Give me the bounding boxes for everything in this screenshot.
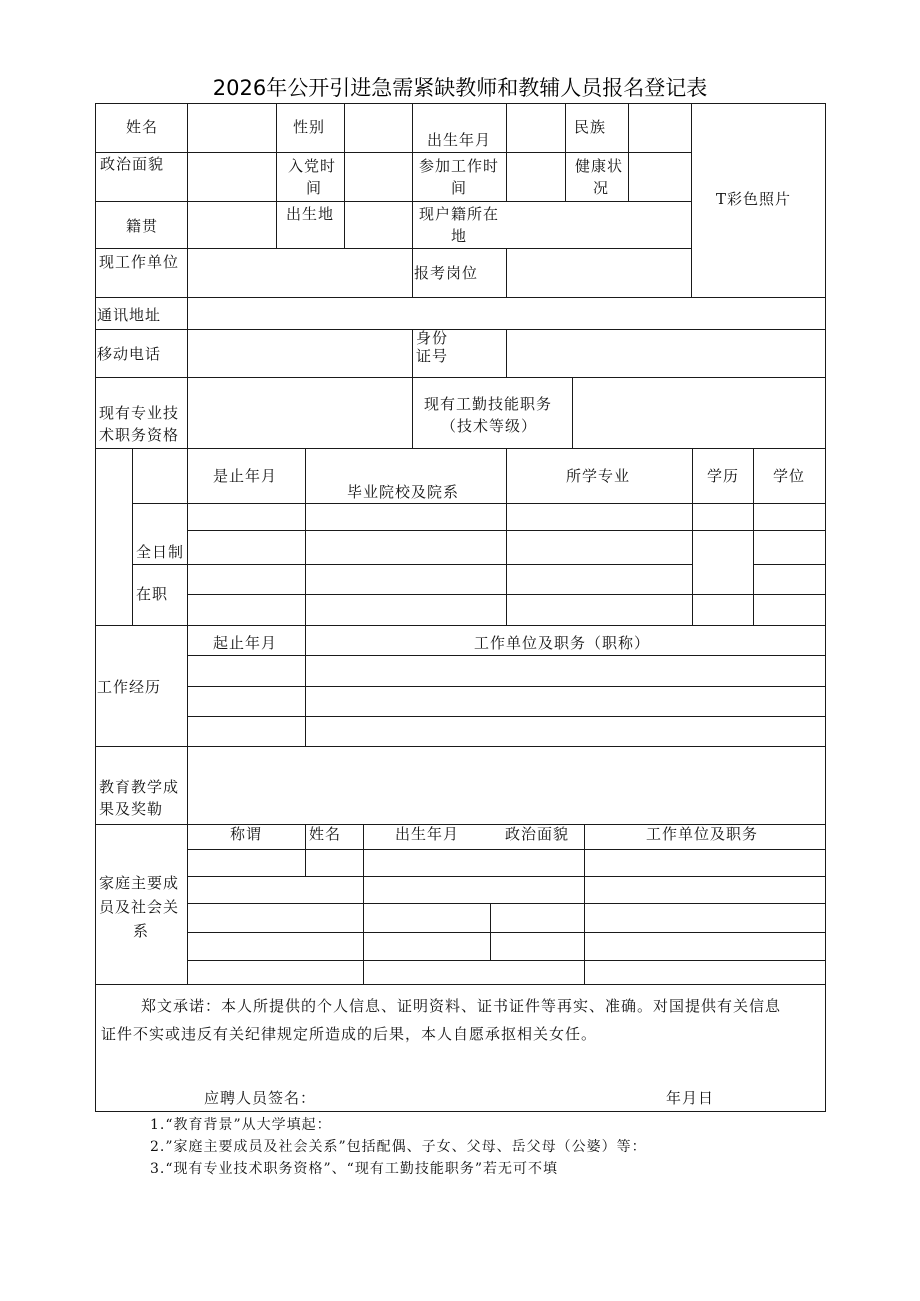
party-join-label: 入党时 间	[288, 157, 337, 197]
table-row[interactable]	[188, 531, 305, 564]
address-field[interactable]	[188, 298, 825, 329]
birth-date-label: 出生年月	[427, 131, 492, 149]
address-label: 通讯地址	[97, 306, 162, 324]
skill-title-label: 现有工勤技能职务 （技术等级）	[424, 395, 553, 435]
political-status-field[interactable]	[188, 153, 276, 201]
family-col-birth: 出生年月	[395, 825, 460, 843]
family-col-unit: 工作单位及职务	[646, 825, 759, 843]
health-label: 健康状 况	[575, 157, 624, 197]
signature-field[interactable]	[320, 1084, 620, 1108]
edu-col-degree-level: 学历	[707, 467, 740, 485]
gender-label: 性别	[293, 118, 326, 136]
tech-title-field[interactable]	[188, 378, 412, 448]
ethnicity-label: 民族	[574, 118, 607, 136]
id-number-label: 身份 证号	[416, 329, 449, 365]
work-history-label: 工作经历	[97, 678, 162, 696]
current-employer-label: 现工作单位	[99, 253, 180, 271]
family-col-relation: 称谓	[230, 825, 263, 843]
ethnicity-field[interactable]	[629, 104, 691, 152]
work-start-label: 参加工作时 间	[419, 157, 500, 197]
note-line-2: 2.”家庭主要成员及社会关系”包括配偶、子女、父母、岳父母（公婆）等：	[150, 1139, 647, 1155]
achievements-field[interactable]	[188, 747, 825, 824]
birthplace-label: 出生地	[286, 205, 335, 223]
applied-position-field[interactable]	[507, 249, 691, 297]
name-field[interactable]	[188, 104, 276, 152]
table-row[interactable]	[188, 933, 825, 960]
gender-field[interactable]	[345, 104, 412, 152]
work-col-unit: 工作单位及职务（职称）	[474, 634, 651, 652]
table-row[interactable]	[306, 687, 825, 716]
edu-col-school: 毕业院校及院系	[347, 483, 460, 501]
table-row[interactable]	[306, 656, 825, 686]
party-join-field[interactable]	[345, 153, 412, 201]
date-label: 年月日	[666, 1089, 715, 1107]
edu-col-major: 所学专业	[566, 467, 631, 485]
achievements-label: 教育教学成 果及奖勒	[99, 778, 180, 818]
table-row[interactable]	[306, 717, 825, 746]
table-row[interactable]	[188, 565, 305, 594]
mobile-field[interactable]	[188, 330, 412, 377]
birth-date-field[interactable]	[507, 104, 565, 152]
household-field[interactable]	[507, 202, 691, 248]
note-line-3: 3.“现有专业技术职务资格”、“现有工勤技能职务”若无可不填	[150, 1161, 558, 1177]
photo-placeholder[interactable]: T彩色照片	[716, 190, 792, 208]
applied-position-label: 报考岗位	[414, 264, 479, 282]
table-row[interactable]	[188, 595, 305, 625]
work-start-field[interactable]	[507, 153, 565, 201]
birthplace-field[interactable]	[345, 202, 412, 248]
pledge-text: 郑文承诺：本人所提供的个人信息、证明资料、证书证件等再实、准确。对国提供有关信息 证件不实或违反有关纪律规定所造成的后果，本人自愿承抠相关女任。	[101, 997, 782, 1043]
mobile-label: 移动电话	[97, 345, 162, 363]
edu-col-period: 是止年月	[213, 467, 278, 485]
native-place-label: 籍贯	[126, 217, 159, 235]
inservice-label: 在职	[136, 585, 169, 603]
family-label: 家庭主要成 员及社会关 系	[99, 874, 180, 940]
edu-col-degree: 学位	[773, 467, 806, 485]
form-title: 2026年公开引进急需紧缺教师和教辅人员报名登记表	[212, 76, 708, 100]
household-label: 现户籍所在 地	[419, 205, 500, 245]
native-place-field[interactable]	[188, 202, 276, 248]
table-row[interactable]	[188, 961, 825, 984]
signature-label: 应聘人员签名：	[204, 1089, 317, 1107]
work-col-period: 起止年月	[213, 634, 278, 652]
family-col-name: 姓名	[309, 825, 342, 843]
name-label: 姓名	[126, 118, 159, 136]
table-row[interactable]	[188, 904, 825, 932]
health-field[interactable]	[629, 153, 691, 201]
table-row[interactable]	[188, 877, 825, 903]
id-number-field[interactable]	[507, 330, 825, 377]
note-line-1: 1.“教育背景”从大学填起：	[150, 1117, 332, 1133]
table-row[interactable]	[188, 850, 825, 876]
tech-title-label: 现有专业技 术职务资格	[99, 404, 180, 444]
table-row[interactable]	[188, 504, 305, 530]
family-col-political: 政治面貌	[505, 825, 570, 843]
current-employer-field[interactable]	[188, 249, 412, 297]
political-status-label: 政治面貌	[100, 155, 165, 173]
fulltime-label: 全日制	[136, 543, 185, 561]
skill-title-field[interactable]	[573, 378, 825, 448]
